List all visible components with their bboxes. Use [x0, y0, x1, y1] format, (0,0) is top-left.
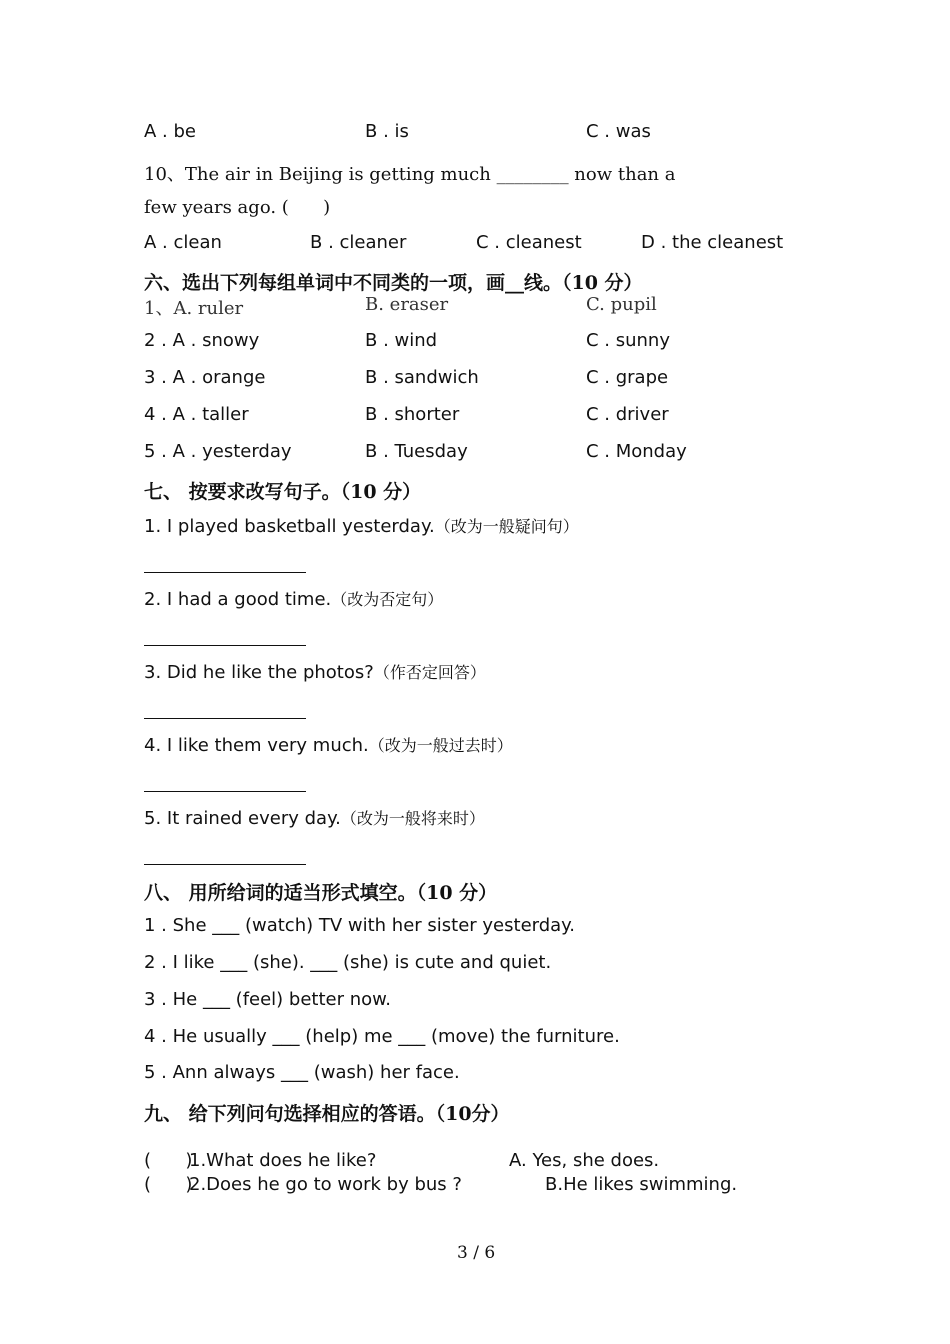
s7-item-4	[144, 733, 513, 756]
s7-item-5-text: 5. It rained every day.	[144, 808, 341, 829]
q10-option-c: C . cleanest	[476, 232, 582, 253]
s6-row-2-c: C . sunny	[586, 330, 670, 351]
s7-item-3	[144, 660, 486, 683]
answer-line-2[interactable]	[144, 645, 306, 646]
s9-item-1-question: 1.What does he like?	[189, 1150, 377, 1171]
q10-line-1: 10、The air in Beijing is getting much ________ now than a	[144, 164, 676, 185]
s6-row-3-a: 3 . A . orange	[144, 367, 266, 388]
s6-row-4-c: C . driver	[586, 404, 669, 425]
s8-item-2: 2 . I like ___ (she). ___ (she) is cute and quiet.	[144, 952, 552, 973]
section-7-title: 七、 按要求改写句子。（10 分）	[144, 481, 422, 503]
q10-option-a: A . clean	[144, 232, 222, 253]
q10-option-d: D . the cleanest	[641, 232, 784, 253]
page-number: 3 / 6	[457, 1243, 496, 1263]
s6-row-2-a: 2 . A . snowy	[144, 330, 260, 351]
s7-item-2-hint: （改为否定句）	[331, 590, 444, 609]
s7-item-3-text: 3. Did he like the photos?	[144, 662, 374, 683]
q9-option-b: B . is	[365, 121, 409, 142]
s6-row-5-a: 5 . A . yesterday	[144, 441, 292, 462]
q9-option-c: C . was	[586, 121, 651, 142]
s6-row-1-a: 1、A. ruler	[144, 298, 244, 319]
s7-item-4-text: 4. I like them very much.	[144, 735, 369, 756]
s7-item-3-hint: （作否定回答）	[373, 663, 486, 682]
s7-item-1-hint: （改为一般疑问句）	[434, 517, 579, 536]
s8-item-1: 1 . She ___ (watch) TV with her sister yesterday.	[144, 915, 575, 936]
s6-row-5-b: B . Tuesday	[365, 441, 468, 462]
s8-item-3: 3 . He ___ (feel) better now.	[144, 989, 391, 1010]
answer-line-1[interactable]	[144, 572, 306, 573]
section-8-title: 八、 用所给词的适当形式填空。（10 分）	[144, 882, 498, 904]
s7-item-5	[144, 806, 485, 829]
s9-answer-b: B.He likes swimming.	[545, 1174, 738, 1195]
s7-item-2-text: 2. I had a good time.	[144, 589, 332, 610]
q9-option-a: A . be	[144, 121, 196, 142]
s8-item-4: 4 . He usually ___ (help) me ___ (move) the furniture.	[144, 1026, 620, 1047]
q10-option-b: B . cleaner	[310, 232, 407, 253]
s6-row-4-a: 4 . A . taller	[144, 404, 249, 425]
s6-row-3-c: C . grape	[586, 367, 669, 388]
s6-row-1-b: B. eraser	[365, 294, 449, 315]
s6-row-5-c: C . Monday	[586, 441, 687, 462]
s6-row-1-c: C. pupil	[586, 294, 657, 315]
s7-item-1-text: 1. I played basketball yesterday.	[144, 516, 435, 537]
s6-row-4-b: B . shorter	[365, 404, 460, 425]
s7-item-1	[144, 514, 579, 537]
s6-row-2-b: B . wind	[365, 330, 438, 351]
s9-item-2-question: 2.Does he go to work by bus ?	[189, 1174, 462, 1195]
s7-item-4-hint: （改为一般过去时）	[368, 736, 513, 755]
s9-item-2-paren[interactable]: ( )	[144, 1174, 193, 1195]
q10-line-2: few years ago. ( )	[144, 197, 331, 218]
answer-line-3[interactable]	[144, 718, 306, 719]
s8-item-5: 5 . Ann always ___ (wash) her face.	[144, 1062, 460, 1083]
answer-line-5[interactable]	[144, 864, 306, 865]
s9-answer-a: A. Yes, she does.	[509, 1150, 660, 1171]
section-9-title: 九、 给下列问句选择相应的答语。（10分）	[144, 1103, 510, 1125]
s9-item-1-paren[interactable]: ( )	[144, 1150, 193, 1171]
section-6-title: 六、选出下列每组单词中不同类的一项，画__线。（10 分）	[144, 272, 643, 294]
s7-item-5-hint: （改为一般将来时）	[340, 809, 485, 828]
s6-row-3-b: B . sandwich	[365, 367, 479, 388]
s7-item-2	[144, 587, 443, 610]
answer-line-4[interactable]	[144, 791, 306, 792]
